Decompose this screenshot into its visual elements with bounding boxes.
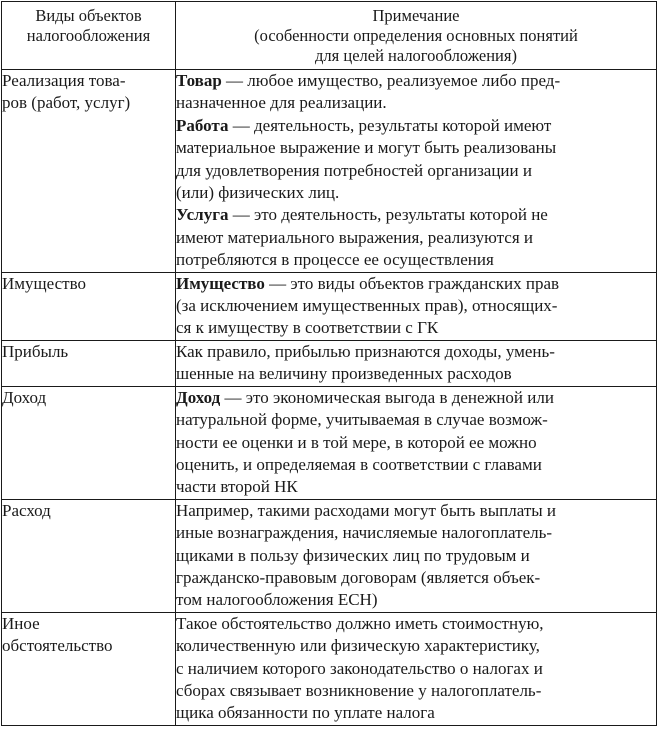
note-line xyxy=(176,137,656,159)
note-text: потребляются в процессе ее осуществления xyxy=(176,250,494,270)
header-line: налогообложения xyxy=(26,26,151,45)
table-row xyxy=(2,70,657,273)
object-type-cell xyxy=(2,499,176,612)
note-line xyxy=(176,160,656,182)
note-text: шенные на величину произведенных расходов xyxy=(176,364,512,384)
table-row xyxy=(2,272,657,340)
note-text: части второй НК xyxy=(176,477,298,497)
table-header-row xyxy=(2,2,657,70)
note-line xyxy=(176,589,656,611)
note-line xyxy=(176,92,656,114)
note-line xyxy=(176,635,656,657)
note-line xyxy=(176,249,656,271)
note-text: Например, такими расходами могут быть выплаты и xyxy=(176,500,557,520)
note-line xyxy=(176,409,656,431)
note-text: ности ее оценки и в той мере, в которой ее можно xyxy=(176,432,537,452)
note-line xyxy=(176,273,656,295)
note-cell xyxy=(176,386,657,499)
defined-term: Доход xyxy=(176,387,221,407)
note-cell xyxy=(176,612,657,725)
object-type-line: Доход xyxy=(2,387,47,407)
table-row xyxy=(2,612,657,725)
note-cell xyxy=(176,272,657,340)
object-type-line: Имущество xyxy=(2,273,86,293)
note-text: щиками в пользу физических лиц по трудовым и xyxy=(176,545,530,565)
tax-objects-table xyxy=(1,1,657,726)
note-text: натуральной форме, учитываемая в случае возмож- xyxy=(176,410,548,430)
header-line: для целей налогообложения) xyxy=(315,46,517,65)
header-note xyxy=(176,2,657,70)
defined-term: Работа xyxy=(176,115,229,135)
note-line xyxy=(176,70,656,92)
note-text: (за исключением имущественных прав), относящих- xyxy=(176,296,558,316)
note-text: — это экономическая выгода в денежной или xyxy=(220,387,554,407)
note-text: оценить, и определяемая в соответствии с главами xyxy=(176,454,542,474)
object-type-line: Расход xyxy=(2,500,51,520)
note-text: — это виды объектов гражданских прав xyxy=(264,273,560,293)
note-cell xyxy=(176,499,657,612)
defined-term: Услуга xyxy=(176,205,229,225)
note-text: щика обязанности по уплате налога xyxy=(176,703,435,723)
note-cell xyxy=(176,340,657,386)
note-line xyxy=(176,204,656,226)
object-type-line: Прибыль xyxy=(2,341,69,361)
object-type-cell xyxy=(2,70,176,273)
object-type-line: Иное xyxy=(2,613,40,633)
note-line xyxy=(176,500,656,522)
object-type-cell xyxy=(2,340,176,386)
defined-term: Имущество xyxy=(176,273,265,293)
object-type-line: Реализация това- xyxy=(2,71,126,90)
note-line xyxy=(176,295,656,317)
note-text: Такое обстоятельство должно иметь стоимостную, xyxy=(176,613,544,633)
note-text: том налогообложения ЕСН) xyxy=(176,590,378,610)
note-text: имеют материального выражения, реализуются и xyxy=(176,227,533,247)
header-object-type xyxy=(2,2,176,70)
object-type-line: ров (работ, услуг) xyxy=(2,93,131,112)
header-line: Примечание xyxy=(372,6,460,25)
note-text: — деятельность, результаты которой имеют xyxy=(228,115,552,135)
note-text: назначенное для реализации. xyxy=(176,93,387,113)
table-row xyxy=(2,340,657,386)
note-text: иные вознаграждения, начисляемые налогоплатель- xyxy=(176,523,553,543)
note-text: материальное выражение и могут быть реализованы xyxy=(176,138,557,158)
note-text: для удовлетворения потребностей организации и xyxy=(176,160,532,180)
note-line xyxy=(176,341,656,363)
note-line xyxy=(176,454,656,476)
table-row xyxy=(2,386,657,499)
note-line xyxy=(176,680,656,702)
note-line xyxy=(176,387,656,409)
object-type-cell xyxy=(2,272,176,340)
note-cell xyxy=(176,70,657,273)
note-line xyxy=(176,182,656,204)
note-line xyxy=(176,522,656,544)
note-text: ся к имуществу в соответствии с ГК xyxy=(176,318,439,338)
note-line xyxy=(176,476,656,498)
note-text: (или) физических лиц. xyxy=(176,183,340,203)
note-line xyxy=(176,317,656,339)
note-line xyxy=(176,432,656,454)
note-text: с наличием которого законодательство о налогах и xyxy=(176,658,543,678)
note-line xyxy=(176,567,656,589)
note-text: гражданско-правовым договорам (является объек- xyxy=(176,567,541,587)
header-line: Виды объектов xyxy=(35,6,142,25)
object-type-line: обстоятельство xyxy=(2,635,113,655)
note-line xyxy=(176,363,656,385)
note-line xyxy=(176,702,656,724)
object-type-cell xyxy=(2,386,176,499)
defined-term: Товар xyxy=(176,71,222,90)
note-line xyxy=(176,115,656,137)
note-text: сборах связывает возникновение у налогоплатель- xyxy=(176,680,542,700)
note-text: количественную или физическую характеристику, xyxy=(176,636,540,656)
note-text: — любое имущество, реализуемое либо пред- xyxy=(221,71,561,90)
table-row xyxy=(2,499,657,612)
note-text: — это деятельность, результаты которой не xyxy=(228,205,548,225)
header-line: (особенности определения основных понятий xyxy=(254,26,578,45)
note-line xyxy=(176,658,656,680)
note-line xyxy=(176,545,656,567)
note-line xyxy=(176,227,656,249)
object-type-cell xyxy=(2,612,176,725)
note-text: Как правило, прибылью признаются доходы, умень- xyxy=(176,341,555,361)
table-body xyxy=(2,70,657,726)
note-line xyxy=(176,613,656,635)
